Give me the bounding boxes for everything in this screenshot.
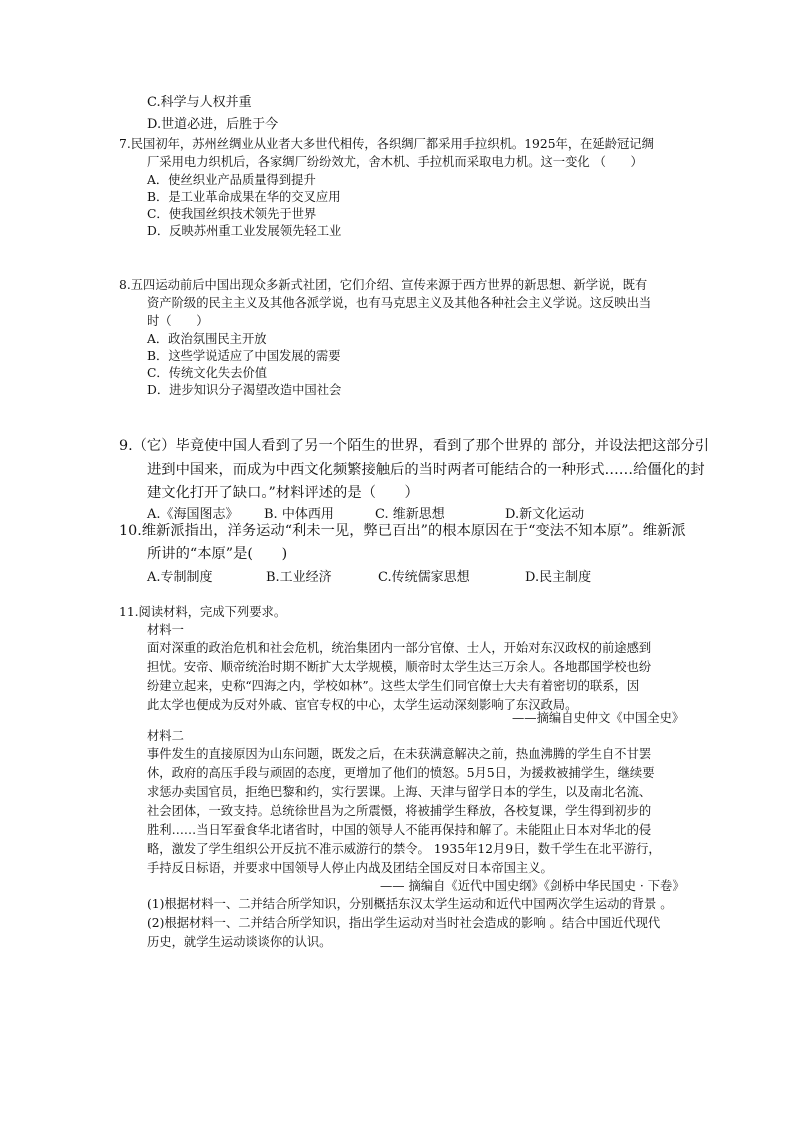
q7-option-d: D．反映苏州重工业发展领先轻工业 — [147, 224, 342, 238]
q9-stem-line-1: 9.（它）毕竟使中国人看到了另一个陌生的世界，看到了那个世界的 部分，并设法把这部分引 — [119, 438, 710, 454]
q7-option-c: C．使我国丝织技术领先于世界 — [147, 207, 317, 221]
q11-requirement-2-line-2: 历史，就学生运动谈谈你的认识。 — [147, 935, 332, 949]
q11-requirement-2-line-1: (2)根据材料一、二并结合所学知识，指出学生运动对当时社会造成的影响 。结合中国近代现代 — [147, 916, 661, 930]
q11-title: 11.阅读材料，完成下列要求。 — [119, 605, 287, 619]
q6-option-c: C.科学与人权并重 — [147, 95, 252, 110]
q7-stem-line-2: 厂采用电力织机后，各家绸厂纷纷效尤，舍木机、手拉机而采取电力机。这一变化 （ ） — [147, 155, 643, 169]
q6-option-d: D.世道必进，后胜于今 — [147, 117, 279, 132]
q11-material-1-line-1: 面对深重的政治危机和社会危机，统治集团内一部分官僚、士人，开始对东汉政权的前途感到 — [147, 641, 652, 655]
q11-material-2-line-4: 社会团体，一致支持。总统徐世昌为之所震慑，将被捕学生释放，各校复课，学生得到初步的 — [147, 804, 652, 818]
q10-option-c: C.传统儒家思想 — [378, 570, 470, 585]
q8-stem-line-3: 时（ ） — [147, 314, 209, 328]
q11-material-2-line-3: 求惩办卖国官员，拒绝巴黎和约，实行罢课。上海、天津与留学日本的学生，以及南北名流、 — [147, 785, 652, 799]
q10-option-d: D.民主制度 — [525, 570, 592, 585]
q9-option-a: A.《海国图志》 — [147, 507, 239, 522]
q11-requirement-1: (1)根据材料一、二并结合所学知识，分别概括东汉太学生运动和近代中国两次学生运动的背景 。 — [147, 897, 673, 911]
q11-material-1-line-4: 此太学也便成为反对外戚、宦官专权的中心，太学生运动深刻影响了东汉政局。 — [147, 698, 578, 712]
q8-stem-line-2: 资产阶级的民主主义及其他各派学说，也有马克思主义及其他各种社会主义学说。这反映出当 — [147, 296, 652, 310]
q7-stem-line-1: 7.民国初年，苏州丝绸业从业者大多世代相传，各织绸厂都采用手拉织机。1925年，在延龄冠记绸 — [119, 137, 654, 151]
q11-material-1-line-3: 纷建立起来，史称“四海之内，学校如林”。这些太学生们同官僚士大夫有着密切的联系，因 — [147, 679, 640, 693]
q9-stem-line-3: 建文化打开了缺口。”材料评述的是（ ） — [147, 485, 419, 501]
q9-option-b: B. 中体西用 — [264, 507, 334, 522]
q8-option-d: D．进步知识分子渴望改造中国社会 — [147, 383, 342, 397]
q7-option-a: A．使丝织业产品质量得到提升 — [147, 173, 316, 187]
q11-material-2-line-6: 略，激发了学生组织公开反抗不准示威游行的禁令。 1935年12月9日，数千学生在北平游行， — [147, 842, 661, 856]
q11-material-1-label: 材料一 — [147, 623, 184, 637]
q8-option-c: C．传统文化失去价值 — [147, 366, 268, 380]
q7-option-b: B．是工业革命成果在华的交叉应用 — [147, 190, 341, 204]
q11-material-2-line-2: 休，政府的高压手段与顽固的态度，更增加了他们的愤怒。5月5日，为援救被捕学生，继续要 — [147, 766, 655, 780]
q10-stem-line-2: 所讲的“本原”是( ) — [147, 546, 288, 562]
q11-material-2-label: 材料二 — [147, 729, 184, 743]
q11-material-2-source: —— 摘编自《近代中国史纲》《剑桥中华民国史 · 下卷》 — [380, 879, 685, 893]
q10-option-b: B.工业经济 — [266, 570, 332, 585]
q8-stem-line-1: 8.五四运动前后中国出现众多新式社团，它们介绍、宣传来源于西方世界的新思想、新学说，既有 — [119, 278, 648, 292]
q11-material-2-line-1: 事件发生的直接原因为山东问题，既发之后，在未获满意解决之前，热血沸腾的学生自不甘罢 — [147, 747, 652, 761]
q9-option-c: C. 维新思想 — [375, 507, 445, 522]
q8-option-b: B．这些学说适应了中国发展的需要 — [147, 349, 341, 363]
q9-stem-line-2: 进到中国来，而成为中西文化频繁接触后的当时两者可能结合的一种形式……给僵化的封 — [147, 462, 705, 478]
q9-option-d: D.新文化运动 — [505, 507, 585, 522]
q11-material-1-line-2: 担忧。安帝、顺帝统治时期不断扩大太学规模，顺帝时太学生达三万余人。各地郡国学校也纷 — [147, 660, 652, 674]
q8-option-a: A．政治氛围民主开放 — [147, 332, 267, 346]
q11-material-2-line-7: 手持反日标语，并要求中国领导人停止内战及团结全国反对日本帝国主义。 — [147, 861, 553, 875]
q10-option-a: A.专制制度 — [147, 570, 213, 585]
q11-material-2-line-5: 胜利……当日军蚕食华北诸省时，中国的领导人不能再保持和解了。未能阻止日本对华北的侵 — [147, 823, 652, 837]
q10-stem-line-1: 10.维新派指出，洋务运动“利未一见，弊已百出”的根本原因在于“变法不知本原”。维新派 — [119, 523, 686, 539]
q11-material-1-source: ——摘编自史仲文《中国全史》 — [512, 711, 685, 725]
